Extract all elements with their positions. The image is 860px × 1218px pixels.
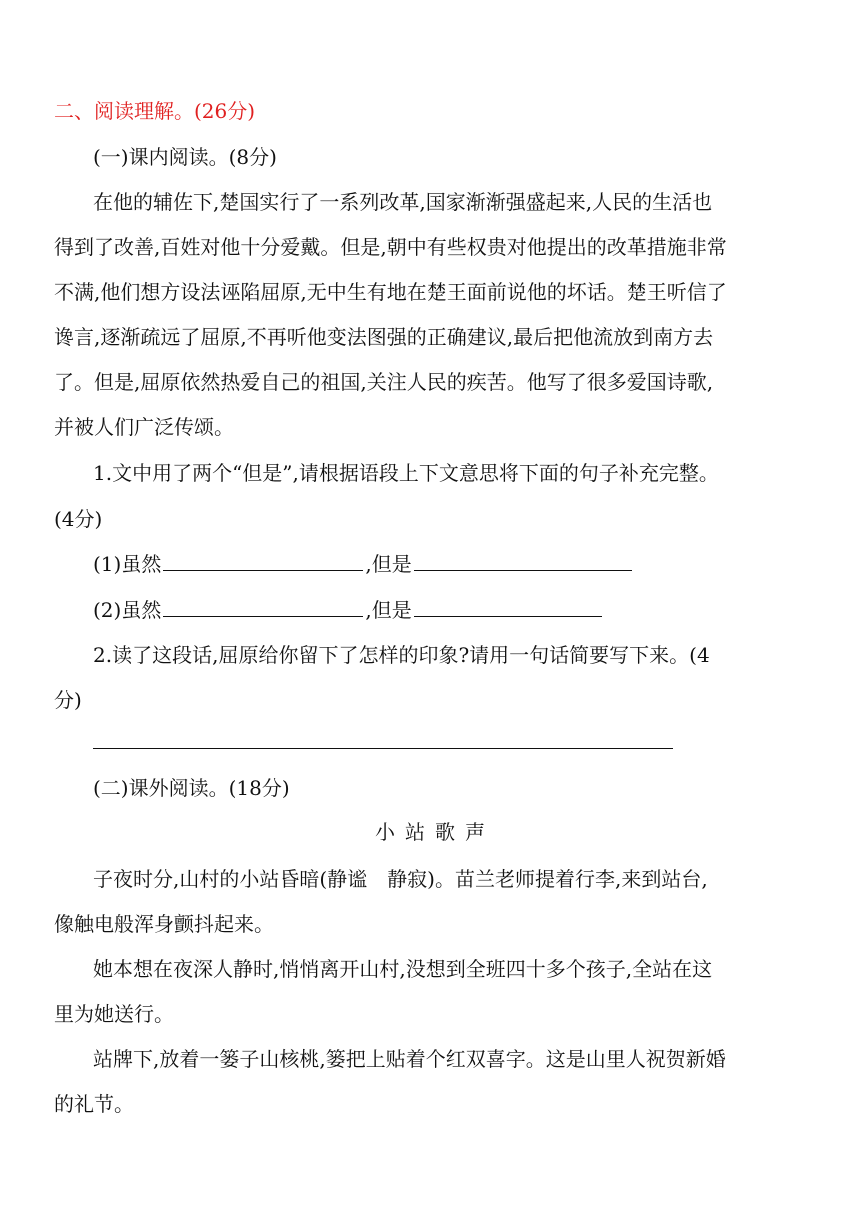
story-line: 站牌下,放着一篓子山核桃,篓把上贴着个红双喜字。这是山里人祝贺新婚	[93, 1047, 726, 1071]
passage-line: 得到了改善,百姓对他十分爱戴。但是,朝中有些权贵对他提出的改革措施非常	[54, 235, 727, 259]
answer-line-q2[interactable]	[93, 748, 673, 749]
item-1-prefix: (1)虽然	[93, 552, 162, 576]
story-line: 子夜时分,山村的小站昏暗(静谧 静寂)。苗兰老师提着行李,来到站台,	[93, 867, 708, 891]
question-2-text: 2.读了这段话,屈原给你留下了怎样的印象?请用一句话简要写下来。(4	[93, 643, 710, 667]
question-1-points: (4分)	[54, 507, 103, 531]
story-line: 里为她送行。	[54, 1002, 174, 1026]
section-heading: 二、阅读理解。(26分)	[54, 99, 256, 123]
passage-line: 在他的辅佐下,楚国实行了一系列改革,国家渐渐强盛起来,人民的生活也	[93, 190, 713, 214]
question-1-item-1	[93, 550, 634, 578]
story-line: 像触电般浑身颤抖起来。	[54, 912, 274, 936]
answer-blank-2a[interactable]	[163, 596, 363, 617]
question-1-item-2	[93, 596, 604, 624]
answer-blank-2b[interactable]	[414, 596, 602, 617]
passage-line: 不满,他们想方设法诬陷屈原,无中生有地在楚王面前说他的坏话。楚王听信了	[54, 280, 727, 304]
question-2-points: 分)	[54, 688, 82, 712]
item-2-prefix: (2)虽然	[93, 598, 162, 622]
passage-line: 了。但是,屈原依然热爱自己的祖国,关注人民的疾苦。他写了很多爱国诗歌,	[54, 370, 714, 394]
question-1-text: 1.文中用了两个“但是”,请根据语段上下文意思将下面的句子补充完整。	[93, 461, 719, 485]
passage-line: 谗言,逐渐疏远了屈原,不再听他变法图强的正确建议,最后把他流放到南方去	[54, 325, 714, 349]
answer-blank-1a[interactable]	[163, 550, 363, 571]
passage-line: 并被人们广泛传颂。	[54, 415, 234, 439]
item-1-mid: ,但是	[365, 552, 412, 576]
answer-blank-1b[interactable]	[414, 550, 632, 571]
story-line: 的礼节。	[54, 1092, 134, 1116]
story-title: 小站歌声	[375, 820, 495, 844]
part2-heading: (二)课外阅读。(18分)	[93, 776, 290, 800]
part1-heading: (一)课内阅读。(8分)	[93, 145, 277, 169]
item-2-mid: ,但是	[365, 598, 412, 622]
story-line: 她本想在夜深人静时,悄悄离开山村,没想到全班四十多个孩子,全站在这	[93, 957, 713, 981]
